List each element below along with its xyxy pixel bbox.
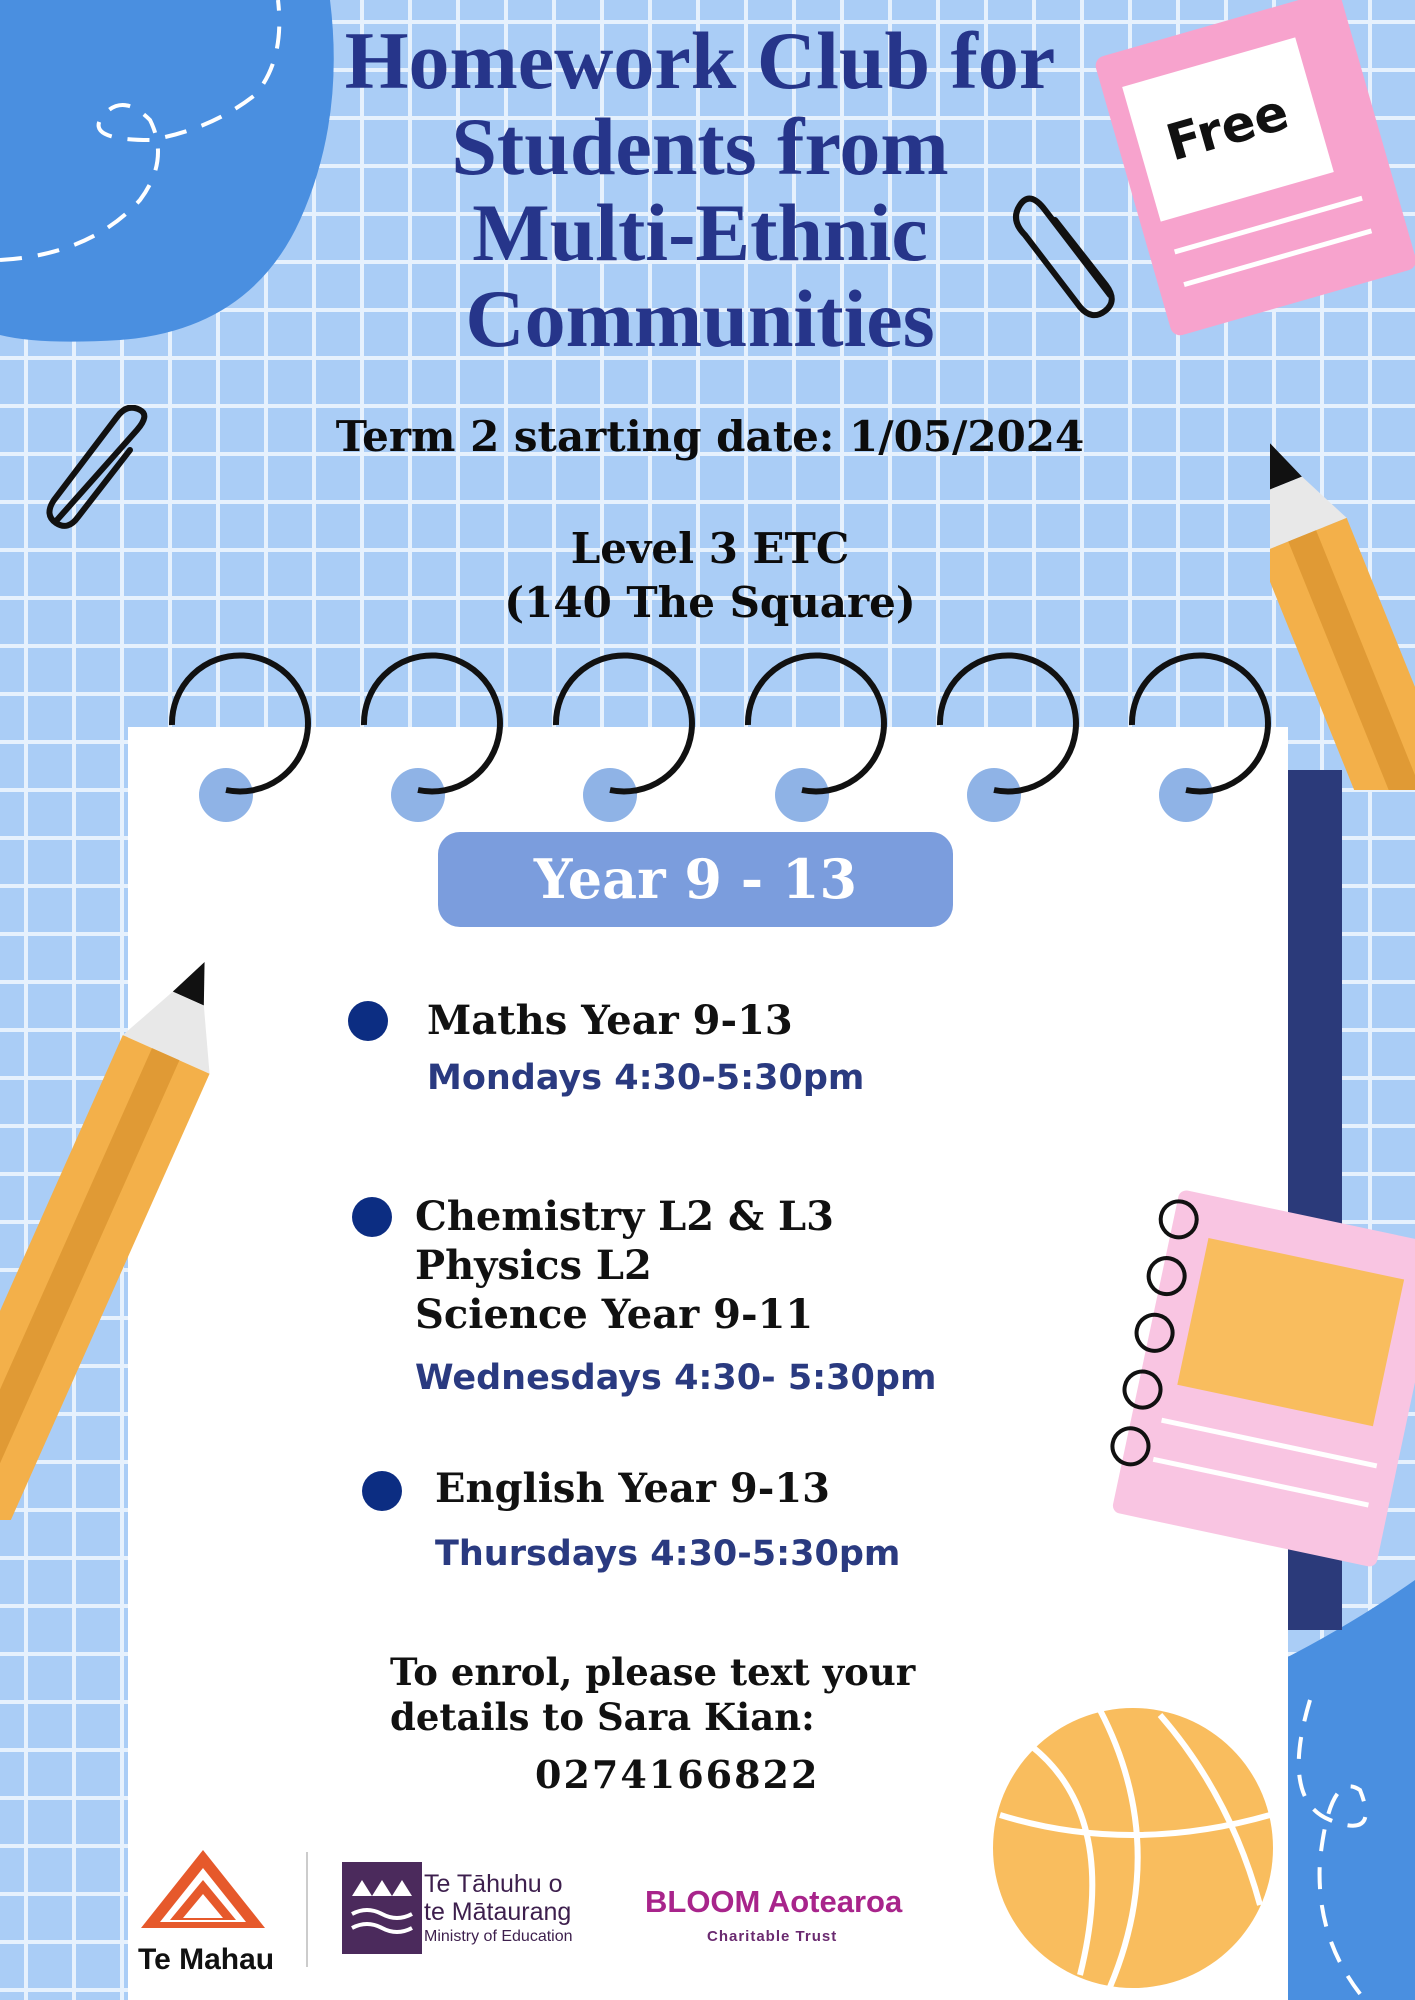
binder-ring-icon	[940, 655, 1076, 822]
venue-line: (140 The Square)	[504, 578, 916, 627]
pencil-icon	[0, 940, 250, 1520]
binder-rings	[160, 640, 1280, 830]
subject-label: Physics L2	[415, 1242, 652, 1289]
moe-crest-icon	[342, 1862, 422, 1954]
te-mahau-logo	[138, 1850, 278, 1976]
session-subjects	[415, 1192, 834, 1339]
moe-logo-mark	[342, 1862, 422, 1954]
subject-label: Science Year 9-11	[415, 1291, 814, 1338]
subject-label: Chemistry L2 & L3	[415, 1193, 835, 1240]
session-time: Thursdays 4:30-5:30pm	[435, 1534, 901, 1574]
title-line: Multi-Ethnic	[472, 187, 928, 278]
enrol-instructions	[390, 1650, 1010, 1740]
session-subjects	[427, 996, 793, 1045]
moe-logo-text	[424, 1870, 574, 1948]
subject-label: Maths Year 9-13	[427, 997, 793, 1044]
moe-line: Te Tāhuhu o	[424, 1870, 563, 1898]
bullet-dot-icon	[352, 1197, 392, 1237]
page-title	[300, 15, 1100, 364]
paperclip-icon	[1010, 185, 1130, 320]
binder-ring-icon	[1132, 655, 1268, 822]
year-range-badge: Year 9 - 13	[438, 832, 953, 927]
notebook-icon	[1100, 1190, 1415, 1590]
binder-ring-icon	[172, 655, 308, 822]
venue	[400, 522, 1020, 630]
bloom-logo-subtitle: Charitable Trust	[707, 1928, 838, 1945]
session-subjects	[435, 1464, 830, 1513]
pencil-icon	[1270, 410, 1415, 790]
venue-line: Level 3 ETC	[570, 524, 850, 573]
basketball-icon	[990, 1705, 1280, 1995]
bloom-logo-text: BLOOM Aotearoa	[645, 1884, 903, 1919]
title-line: Students from	[451, 101, 949, 192]
logo-divider	[306, 1852, 308, 1967]
free-badge-label: Free	[1160, 82, 1295, 173]
title-line: Communities	[465, 273, 935, 364]
title-line: Homework Club for	[344, 15, 1056, 106]
free-notebook	[1090, 0, 1415, 340]
session-time: Wednesdays 4:30- 5:30pm	[415, 1358, 937, 1398]
bullet-dot-icon	[362, 1471, 402, 1511]
te-mahau-mark-icon	[138, 1850, 268, 1935]
binder-ring-icon	[364, 655, 500, 822]
session-time: Mondays 4:30-5:30pm	[427, 1058, 865, 1098]
term-start-date: Term 2 starting date: 1/05/2024	[335, 412, 1085, 461]
moe-line: te Mātaurang	[424, 1898, 572, 1926]
binder-ring-icon	[748, 655, 884, 822]
te-mahau-label: Te Mahau	[138, 1943, 275, 1976]
enrol-line: details to Sara Kian:	[390, 1695, 815, 1739]
moe-line: Ministry of Education	[424, 1928, 573, 1945]
phone-number: 0274166822	[535, 1752, 820, 1797]
bullet-dot-icon	[348, 1001, 388, 1041]
paperclip-icon	[42, 405, 157, 540]
subject-label: English Year 9-13	[435, 1465, 830, 1512]
enrol-line: To enrol, please text your	[390, 1650, 916, 1694]
binder-ring-icon	[556, 655, 692, 822]
